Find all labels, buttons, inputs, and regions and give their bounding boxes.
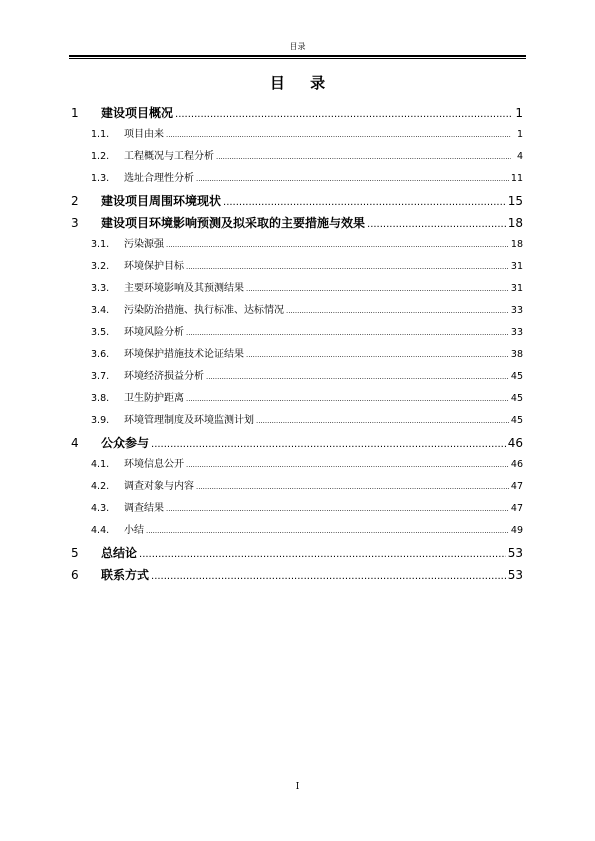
- toc-entry-page: 45: [510, 371, 523, 382]
- toc-entry-number: 4: [71, 436, 79, 450]
- toc-dot-leader: [166, 124, 511, 146]
- toc-entry-number: 4.3.: [91, 503, 110, 514]
- toc-entry-section[interactable]: [69, 344, 523, 366]
- toc-entry-chapter[interactable]: [69, 542, 523, 564]
- toc-entry-number: 1.2.: [91, 151, 110, 162]
- toc-entry-title: 建设项目周围环境现状: [101, 194, 222, 208]
- toc-dot-leader: [286, 300, 509, 322]
- footer-page-number: I: [295, 782, 300, 792]
- toc-entry-chapter[interactable]: [69, 212, 523, 234]
- toc-entry-title: 环境风险分析: [124, 327, 184, 338]
- toc-entry-section[interactable]: [69, 366, 523, 388]
- toc-entry-title: 调查结果: [124, 503, 164, 514]
- toc-entry-title: 选址合理性分析: [124, 173, 194, 184]
- toc-entry-section[interactable]: [69, 454, 523, 476]
- toc-entry-page: 38: [510, 349, 523, 360]
- toc-entry-title: 小结: [124, 525, 144, 536]
- table-of-contents: [69, 102, 523, 586]
- toc-entry-chapter[interactable]: [69, 190, 523, 212]
- running-header-title: 目录: [289, 42, 306, 51]
- toc-entry-page: 33: [510, 305, 523, 316]
- toc-dot-leader: [216, 146, 511, 168]
- toc-entry-page: 15: [507, 194, 523, 208]
- toc-entry-page: 45: [510, 393, 523, 404]
- toc-dot-leader: [166, 498, 509, 520]
- toc-dot-leader: [186, 322, 509, 344]
- toc-dot-leader: [151, 566, 506, 586]
- toc-entry-number: 6: [71, 568, 79, 582]
- toc-entry-number: 3.9.: [91, 415, 110, 426]
- toc-entry-title: 公众参与: [101, 436, 150, 450]
- toc-entry-chapter[interactable]: [69, 102, 523, 124]
- toc-dot-leader: [186, 454, 509, 476]
- toc-entry-chapter[interactable]: [69, 432, 523, 454]
- toc-entry-number: 2: [71, 194, 79, 208]
- toc-entry-title: 建设项目环境影响预测及拟采取的主要措施与效果: [101, 216, 366, 230]
- toc-dot-leader: [186, 256, 509, 278]
- toc-entry-number: 4.2.: [91, 481, 110, 492]
- toc-title: 目 录: [269, 74, 336, 92]
- toc-entry-number: 3.5.: [91, 327, 110, 338]
- toc-dot-leader: [186, 388, 509, 410]
- toc-entry-title: 建设项目概况: [101, 106, 174, 120]
- toc-dot-leader: [166, 234, 509, 256]
- toc-entry-page: 33: [510, 327, 523, 338]
- toc-entry-section[interactable]: [69, 168, 523, 190]
- toc-entry-page: 46: [510, 459, 523, 470]
- toc-entry-title: 主要环境影响及其预测结果: [124, 283, 244, 294]
- toc-entry-page: 18: [510, 239, 523, 250]
- header-rule-thin: [69, 58, 526, 59]
- toc-entry-number: 3.6.: [91, 349, 110, 360]
- toc-entry-section[interactable]: [69, 278, 523, 300]
- toc-dot-leader: [256, 410, 509, 432]
- toc-entry-page: 49: [510, 525, 523, 536]
- toc-entry-section[interactable]: [69, 520, 523, 542]
- toc-entry-number: 4.1.: [91, 459, 110, 470]
- toc-dot-leader: [196, 168, 509, 190]
- toc-entry-number: 3: [71, 216, 79, 230]
- toc-entry-page: 46: [507, 436, 523, 450]
- toc-entry-page: 11: [510, 173, 523, 184]
- toc-entry-title: 卫生防护距离: [124, 393, 184, 404]
- toc-entry-title: 污染源强: [124, 239, 164, 250]
- toc-entry-title: 环境保护措施技术论证结果: [124, 349, 244, 360]
- toc-entry-page: 1: [515, 106, 523, 120]
- toc-entry-title: 环境管理制度及环境监测计划: [124, 415, 254, 426]
- toc-entry-page: 18: [507, 216, 523, 230]
- toc-entry-page: 47: [510, 481, 523, 492]
- toc-entry-title: 环境经济损益分析: [124, 371, 204, 382]
- toc-entry-page: 1: [516, 129, 523, 140]
- toc-entry-number: 3.4.: [91, 305, 110, 316]
- toc-entry-title: 联系方式: [101, 568, 150, 582]
- toc-entry-number: 5: [71, 546, 79, 560]
- toc-entry-section[interactable]: [69, 388, 523, 410]
- toc-entry-page: 53: [507, 546, 523, 560]
- toc-entry-number: 3.2.: [91, 261, 110, 272]
- toc-entry-title: 环境信息公开: [124, 459, 184, 470]
- toc-dot-leader: [246, 344, 509, 366]
- toc-dot-leader: [206, 366, 509, 388]
- toc-dot-leader: [139, 544, 506, 564]
- toc-entry-page: 45: [510, 415, 523, 426]
- toc-entry-number: 3.1.: [91, 239, 110, 250]
- toc-entry-page: 4: [516, 151, 523, 162]
- toc-dot-leader: [196, 476, 509, 498]
- toc-dot-leader: [223, 192, 506, 212]
- toc-entry-section[interactable]: [69, 234, 523, 256]
- toc-entry-number: 4.4.: [91, 525, 110, 536]
- toc-dot-leader: [246, 278, 509, 300]
- toc-entry-section[interactable]: [69, 256, 523, 278]
- toc-entry-section[interactable]: [69, 124, 523, 146]
- toc-dot-leader: [175, 104, 511, 124]
- toc-entry-section[interactable]: [69, 146, 523, 168]
- toc-entry-number: 1: [71, 106, 79, 120]
- toc-entry-title: 总结论: [101, 546, 138, 560]
- toc-entry-title: 调查对象与内容: [124, 481, 194, 492]
- toc-entry-title: 项目由来: [124, 129, 164, 140]
- toc-entry-page: 31: [510, 261, 523, 272]
- toc-entry-section[interactable]: [69, 410, 523, 432]
- toc-dot-leader: [367, 214, 506, 234]
- toc-entry-title: 工程概况与工程分析: [124, 151, 214, 162]
- toc-entry-section[interactable]: [69, 476, 523, 498]
- toc-entry-chapter[interactable]: [69, 564, 523, 586]
- toc-dot-leader: [151, 434, 506, 454]
- toc-entry-page: 31: [510, 283, 523, 294]
- toc-entry-title: 环境保护目标: [124, 261, 184, 272]
- toc-entry-number: 1.3.: [91, 173, 110, 184]
- toc-entry-page: 47: [510, 503, 523, 514]
- header-rule-thick: [69, 55, 526, 57]
- toc-entry-title: 污染防治措施、执行标准、达标情况: [124, 305, 284, 316]
- toc-entry-number: 1.1.: [91, 129, 110, 140]
- toc-entry-section[interactable]: [69, 322, 523, 344]
- toc-entry-section[interactable]: [69, 300, 523, 322]
- toc-entry-page: 53: [507, 568, 523, 582]
- toc-entry-number: 3.8.: [91, 393, 110, 404]
- toc-entry-number: 3.7.: [91, 371, 110, 382]
- toc-entry-section[interactable]: [69, 498, 523, 520]
- toc-dot-leader: [146, 520, 509, 542]
- toc-entry-number: 3.3.: [91, 283, 110, 294]
